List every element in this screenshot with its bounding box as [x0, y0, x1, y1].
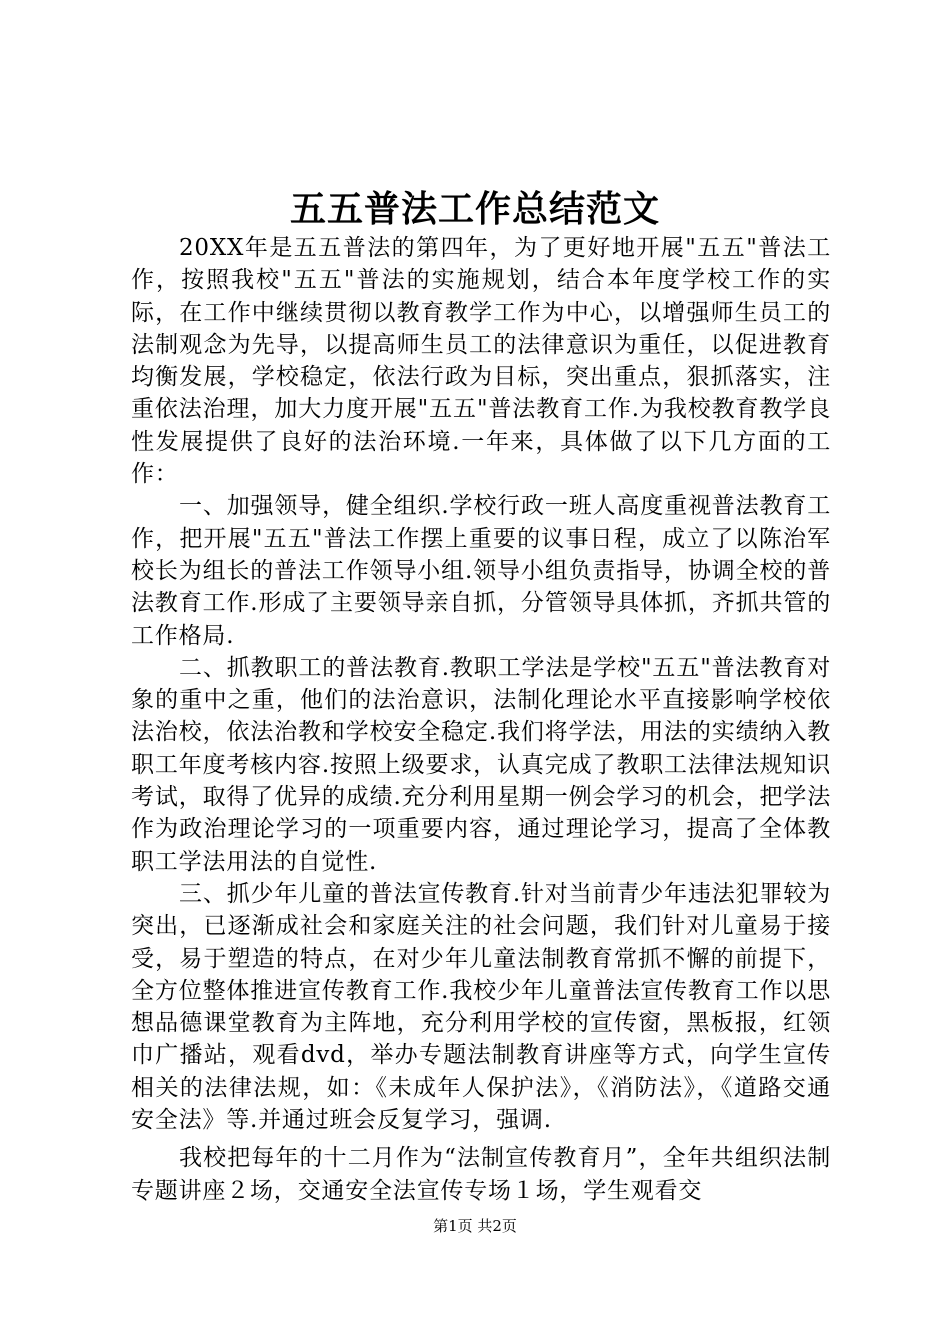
paragraph-section-2: 二、抓教职工的普法教育.教职工学法是学校"五五"普法教育对象的重中之重，他们的法治意识，法制化理论水平直接影响学校依法治校，依法治教和学校安全稳定.我们将学法，用法的实绩纳入教职工年度考核内容.按照上级要求，认真完成了教职工法律法规知识考试，取得了优异的成绩.充分利用星期一例会学习的机会，把学法作为政治理论学习的一项重要内容，通过理论学习，提高了全体教职工学法用法的自觉性.: [131, 654, 831, 875]
paragraph-section-3: 三、抓少年儿童的普法宣传教育.针对当前青少年违法犯罪较为突出，已逐渐成社会和家庭关注的社会问题，我们针对儿童易于接受，易于塑造的特点，在对少年儿童法制教育常抓不懈的前提下，全方位整体推进宣传教育工作.我校少年儿童普法宣传教育工作以思想品德课堂教育为主阵地，充分利用学校的宣传窗，黑板报，红领巾广播站，观看dvd，举办专题法制教育讲座等方式，向学生宣传相关的法律法规，如：《未成年人保护法》，《消防法》，《道路交通安全法》等.并通过班会反复学习，强调.: [131, 880, 831, 1134]
paragraph-legal-month: 我校把每年的十二月作为“法制宣传教育月”，全年共组织法制专题讲座２场，交通安全法宣传专场１场，学生观看交: [131, 1145, 831, 1204]
document-body: [131, 232, 831, 1207]
page-footer: 第1页 共2页: [433, 1217, 517, 1235]
paragraph-intro: 20XX年是五五普法的第四年，为了更好地开展"五五"普法工作，按照我校"五五"普法的实施规划，结合本年度学校工作的实际，在工作中继续贯彻以教育教学工作为中心，以增强师生员工的法制观念为先导，以提高师生员工的法律意识为重任，以促进教育均衡发展，学校稳定，依法行政为目标，突出重点，狠抓落实，注重依法治理，加大力度开展"五五"普法教育工作.为我校教育教学良性发展提供了良好的法治环境.一年来，具体做了以下几方面的工作：: [131, 235, 831, 488]
paragraph-section-1: 一、加强领导，健全组织.学校行政一班人高度重视普法教育工作，把开展"五五"普法工作摆上重要的议事日程，成立了以陈治军校长为组长的普法工作领导小组.领导小组负责指导，协调全校的普法教育工作.形成了主要领导亲自抓，分管领导具体抓，齐抓共管的工作格局.: [131, 493, 831, 649]
document-title: 五五普法工作总结范文: [289, 188, 660, 230]
